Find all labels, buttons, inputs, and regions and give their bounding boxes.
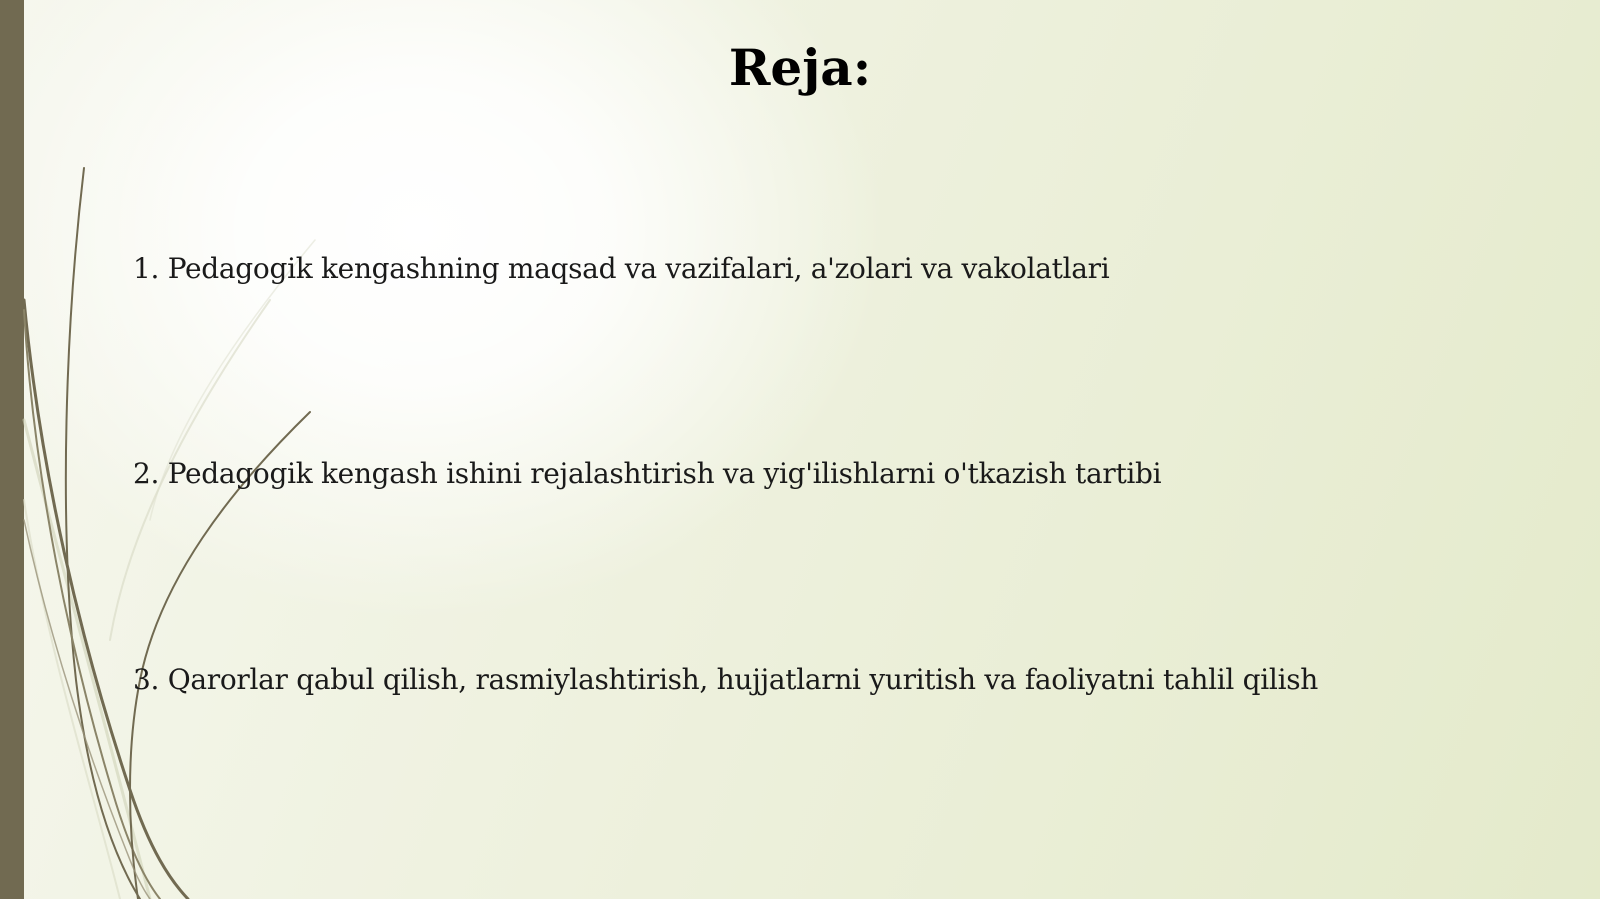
plan-item-3: 3. Qarorlar qabul qilish, rasmiylashtirish, hujjatlarni yuritish va faoliyatni tahlil qilish bbox=[133, 663, 1319, 696]
slide-title: Reja: bbox=[728, 38, 872, 97]
plan-item-1: 1. Pedagogik kengashning maqsad va vazifalari, a'zolari va vakolatlari bbox=[133, 252, 1110, 285]
grass-decoration bbox=[0, 0, 400, 899]
plan-item-2: 2. Pedagogik kengash ishini rejalashtirish va yig'ilishlarni o'tkazish tartibi bbox=[133, 457, 1162, 490]
